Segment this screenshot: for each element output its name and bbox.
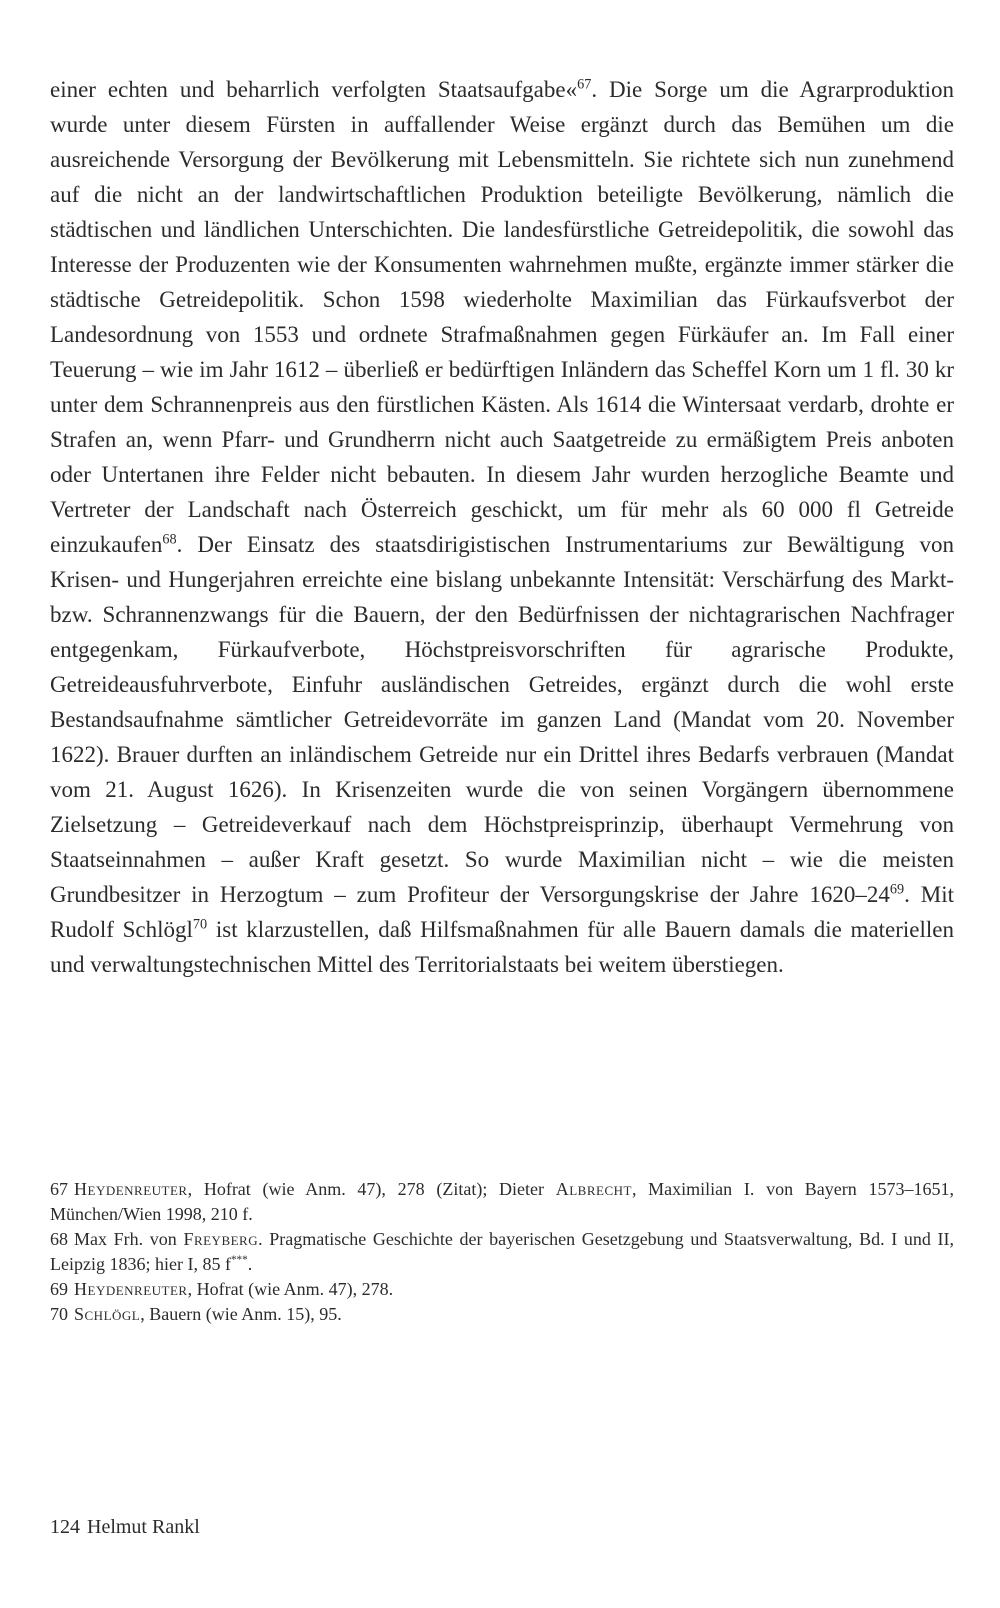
footnote-text: . [247, 1254, 253, 1274]
footnote-author: Heydenreuter [74, 1179, 188, 1199]
footnote-67 [50, 1177, 954, 1227]
running-footer [50, 1514, 200, 1540]
footnote-ref-68[interactable]: 68 [162, 531, 177, 548]
page-number: 124 [50, 1516, 80, 1538]
footnote-ref-69[interactable]: 69 [889, 881, 905, 898]
footnote-68 [50, 1227, 954, 1277]
footnote-text: , Hofrat (wie Anm. 47), 278 (Zitat); Dieter [187, 1179, 556, 1199]
text-segment-5: ist klarzustellen, daß Hilfsmaßnahmen für alle Bauern damals die materiellen und verwaltungstechnischen Mittel des Territorialstaats bei weitem überstiegen. [50, 917, 954, 977]
footnote-number: 70 [50, 1304, 68, 1324]
footnote-author: Albrecht [555, 1179, 632, 1199]
main-paragraph [50, 72, 954, 982]
footnote-number: 67 [50, 1179, 68, 1199]
footnote-number: 69 [50, 1279, 68, 1299]
text-segment-2: . Die Sorge um die Agrarproduktion wurde unter diesem Fürsten in auffallender Weise ergänzt durch das Bemühen um die ausreichende Versorgung der Bevölkerung mit Lebensmitteln. Sie richtete sich nun zunehmend auf die nicht an der landwirtschaftlichen Produktion beteiligte Bevölkerung, nämlich die städtischen und ländlichen Unterschichten. Die landesfürstliche Getreidepolitik, die sowohl das Interesse der Produzenten wie der Konsumenten wahrnehmen mußte, ergänzte immer stärker die städtische Getreidepolitik. Schon 1598 wiederholte Maximilian das Fürkaufsverbot der Landesordnung von 1553 und ordnete Strafmaßnahmen gegen Fürkäufer an. Im Fall einer Teuerung – wie im Jahr 1612 – überließ er bedürftigen Inländern das Scheffel Korn um 1 fl. 30 kr unter dem Schrannenpreis aus den fürstlichen Kästen. Als 1614 die Wintersaat verdarb, drohte er Strafen an, wenn Pfarr- und Grundherrn nicht auch Saatgetreide zu ermäßigtem Preis anboten oder Untertanen ihre Felder nicht bebauten. In diesem Jahr wurden herzogliche Beamte und Vertreter der Landschaft nach Österreich geschickt, um für mehr als 60 000 fl Getreide einzukaufen [50, 77, 955, 557]
text-segment-3: . Der Einsatz des staatsdirigistischen Instrumentariums zur Bewältigung von Krisen- und Hungerjahren erreichte eine bislang unbekannte Intensität: Verschärfung des Markt- bzw. Schrannenzwangs für die Bauern, der den Bedürfnissen der nichtagrarischen Nachfrager entgegenkam, Fürkaufverbote, Höchstpreisvorschriften für agrarische Produkte, Getreideausfuhrverbote, Einfuhr ausländischen Getreides, ergänzt durch die wohl erste Bestandsaufnahme sämtlicher Getreidevorräte im ganzen Land (Mandat vom 20. November 1622). Brauer durften an inländischem Getreide nur ein Drittel ihres Bedarfs verbrauen (Mandat vom 21. August 1626). In Krisenzeiten wurde die von seinen Vorgängern übernommene Zielsetzung – Getreideverkauf nach dem Höchstpreisprinzip, überhaupt Vermehrung von Staatseinnahmen – außer Kraft gesetzt. So wurde Maximilian nicht – wie die meisten Grundbesitzer in Herzogtum – zum Profiteur der Versorgungskrise der Jahre 1620–24 [50, 532, 954, 907]
footnote-number: 68 [50, 1229, 68, 1249]
footnote-text: , Maximilian I. von Bayern 1573–1651, München/Wien 1998, 210 f. [50, 1179, 954, 1224]
footnote-author: Freyberg [183, 1229, 259, 1249]
footnote-author: Heydenreuter [74, 1279, 188, 1299]
footnote-ref-70[interactable]: 70 [192, 916, 208, 933]
text-segment-1: einer echten und beharrlich verfolgten Staatsaufgabe« [50, 77, 578, 102]
footnote-text: . Pragmatische Geschichte der bayerischen Gesetzgebung und Staatsverwaltung, Bd. I und II, Leipzig 1836; hier I, 85 f [50, 1229, 955, 1274]
author-name: Helmut Rankl [87, 1516, 200, 1538]
main-text-block [50, 72, 954, 982]
footnote-text: Max Frh. von [74, 1229, 184, 1249]
footnote-text: , Bauern (wie Anm. 15), 95. [140, 1304, 342, 1324]
footnote-69 [50, 1277, 954, 1302]
footnotes-section [50, 1177, 954, 1327]
footnote-ref-67[interactable]: 67 [577, 76, 592, 93]
footnote-70 [50, 1302, 954, 1327]
footnote-author: Schlögl [74, 1304, 141, 1324]
footnote-stars: *** [230, 1254, 248, 1266]
text-segment-4: . Mit Rudolf Schlögl [50, 882, 954, 942]
footnote-text: , Hofrat (wie Anm. 47), 278. [187, 1279, 394, 1299]
